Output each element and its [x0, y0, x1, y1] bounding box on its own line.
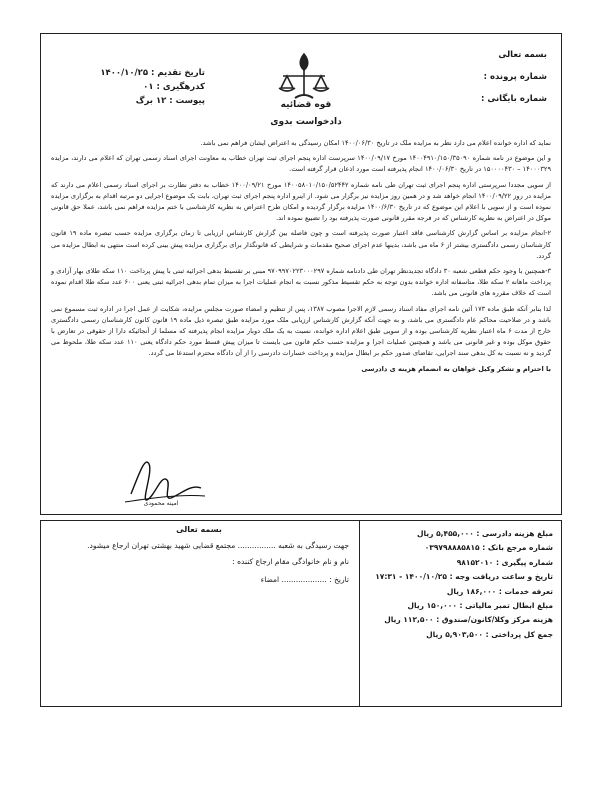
- total-paid: جمع کل پرداختی : ۵,۹۰۳,۵۰۰ ریال: [426, 629, 553, 639]
- tracking-number: شماره پیگیری : ۹۸۱۵۲۰۱۰: [456, 557, 553, 567]
- paragraph-5: ۳-همچنین با وجود حکم قطعی شعبه ۳۰ دادگاه تجدیدنظر تهران طی دادنامه شماره ۹۷۰۹۹۷۰۲۲۳۰۰۰۲۹۷ مبنی بر تقسیط بدهی اجرائیه ثبتی با پیش پرداخت ۱۱۰ سکه طلای بهار آزادی و پرداخت ماهانه ۲ سکه طلا، متاسفانه اداره خوانده بدون توجه به حکم تقسیط مذکور نسبت به انجام عملیات اجرا به میزان تمام بدهی اجرائیه ثبتی یعنی ۶۰۰ عدد سکه طلا اقدام نموده است که خلاف مقرره های قانونی می باشد.: [51, 267, 552, 298]
- case-number-label: شماره پرونده :: [483, 72, 547, 82]
- bar-center-fee: هزینه مرکز وکلا/کانون/صندوق : ۱۱۲,۵۰۰ ریال: [384, 615, 553, 625]
- fee-frame: [40, 520, 562, 707]
- referrer-name: نام و نام خانوادگی مقام ارجاع کننده :: [232, 557, 349, 566]
- submit-date: تاریخ تقدیم : ۱۴۰۰/۱۰/۲۵: [100, 68, 205, 78]
- header-left: [55, 66, 205, 108]
- organization-name: قوه قضائیه: [280, 100, 332, 110]
- bank-reference: شماره مرجع بانک : ۰۳۹۷۹۸۸۸۵۸۱۵: [424, 543, 553, 553]
- paragraph-4: ۲-انجام مزایده بر اساس گزارش کارشناسی فاقد اعتبار صورت پذیرفته است و چون فاصله بین گزارش کارشناس ارزیابی تا زمان برگزاری مزایده حسب تبصره ماده ۱۹ قانون کارشناسان رسمی دادگستری بیشتر از ۶ ماه می باشد، بدینها عدم اجرای صحیح مقدمات و شرایطی که قانونگذار برای برگزاری مزایده پیش بینی کرده است منتهی به ابطال مزایده می گردد.: [51, 229, 552, 260]
- paragraph-3: از سویی مجددا سرپرستی اداره پنجم اجرای ثبت تهران طی نامه شماره ۱۴۰۰۵۸۰۱۰/۱۵۰/۵۲۴۴۲ مورخ ۱۴۰۰/۰۹/۲۱ خطاب به دفتر نظارت بر اجرای اسناد رسمی اعلام می دارند که مزایده در روز ۱۴۰۰/۰۹/۲۲ انجام خواهد شد و در همین روز مزایده نیز برگزار می شود. از اینرو اداره پنجم اجرای ثبت تهران، بابت یک موضوع اجرایی دو مرتبه اقدام به برگزاری مزایده نموده است و از سویی با اعلام این موضوع که در تاریخ ۱۴۰۰/۶/۳۰ مزایده برگزار گردیده و امکان طرح اعتراض به نظریه کارشناسی با ختم مزایده فراهم نمی باشد، عملا حق قانونی موکل در اعتراض به نظریه کارشناس که در فرجه مقرر قانونی صورت پذیرفته بود را تضییع نموده اند.: [51, 180, 552, 223]
- date-signature: تاریخ : ................... امضاء: [260, 575, 349, 584]
- petition-frame: [40, 33, 562, 515]
- document-title: دادخواست بدوی: [270, 117, 342, 127]
- referral-text: جهت رسیدگی به شعبه ................ مجتمع قضایی شهید بهشتی تهران ارجاع میشود.: [87, 541, 349, 550]
- paragraph-6: لذا بنابر آنکه طبق ماده ۱۷۳ آئین نامه اجرای مفاد اسناد رسمی لازم الاجرا مصوب ۱۳۸۷، پس از تنظیم و امضاء صورت مجلس مزایده، شکایت از عمل اجرا در اداره ثبت مسموع نمی باشد و در صلاحیت محاکم عام دادگستری می باشد، و به جهت آنکه گزارش کارشناس ارزیابی ملک مورد مزایده طبق تبصره ذیل ماده ۱۹ قانون کانون کارشناسان رسمی دادگستری خارج از مدت ۶ ماه اعتبار نظریه کارشناسی بوده و از سویی طبق اعلام اداره خوانده، نسبت به یک ملک دوبار مزایده انجام پذیرفته که مسلما از آنجائیکه دارا از حقوقی در تعارض با حقوق موکل بوده و غیر قانونی می باشد و همچنین عملیات اجرا و مزایده حسب حکم قانون می بایست تا میزان پیش قسط مورد حکم دادگاه یعنی ۱۱۰ عدد سکه طلا، ملحوظ می گردید و نه نسبت به کل بدهی سند اجرایی، تقاضای صدور حکم بر ابطال مزایده و پرداخت خسارات دادرسی را از آن دادگاه محترم استدعا می گردد.: [51, 304, 551, 358]
- referral-bismillah: بسمه تعالی: [176, 525, 222, 534]
- receipt-datetime: تاریخ و ساعت دریافت وجه : ۱۴۰۰/۱۰/۲۵ - ۱۷:۳۱: [375, 572, 553, 582]
- petition-body: [51, 138, 551, 379]
- closing-line: با احترام و تشکر وکیل خواهان به انضمام هزینه ی دادرسی: [361, 364, 551, 373]
- header-right: [427, 44, 547, 110]
- stamp-tax: مبلغ ابطال تمبر مالیاتی : ۱۵۰,۰۰۰ ریال: [407, 601, 553, 611]
- service-tariff: تعرفه خدمات : ۱۸۶,۰۰۰ ریال: [446, 586, 553, 596]
- archive-number-label: شماره بایگانی :: [481, 94, 547, 104]
- fee-details: [353, 527, 553, 642]
- signer-name: امینه محمودی: [143, 500, 179, 507]
- paragraph-1: نماید که اداره خوانده اعلام می دارد نظر به مزایده ملک در تاریخ ۱۴۰۰/۰۶/۳۰ امکان رسیدگی به اعتراض ایشان فراهم نمی باشد.: [200, 139, 551, 147]
- signature-icon: [101, 444, 221, 524]
- litigation-fee: مبلغ هزینه دادرسی : ۵,۴۵۵,۰۰۰ ریال: [416, 529, 553, 538]
- bismillah: بسمه تعالی: [498, 50, 547, 60]
- paragraph-2: و این موضوع در نامه شماره ۱۴۰۰۴۹۱۰/۱۵۰/۳۵۰۹۰ مورخ ۱۴۰۰/۰۹/۱۷ سرپرست اداره پنجم اجرای ثبت تهران خطاب به معاونت اجرای اسناد رسمی تهران که اعلام می دارند، مزایده ۱۴۰۰۰۳۲۹ – ۱۵۰۰۰۰۴۳۰ در تاریخ ۱۴۰۰/۰۶/۳۰ انجام پذیرفته است مورد اذعان قرار گرفته است.: [51, 154, 551, 174]
- referral-section: [49, 525, 349, 588]
- attachments: پیوست : ۱۲ برگ: [135, 96, 205, 106]
- tracking-code: کدرهگیری : ۰۱: [143, 82, 205, 92]
